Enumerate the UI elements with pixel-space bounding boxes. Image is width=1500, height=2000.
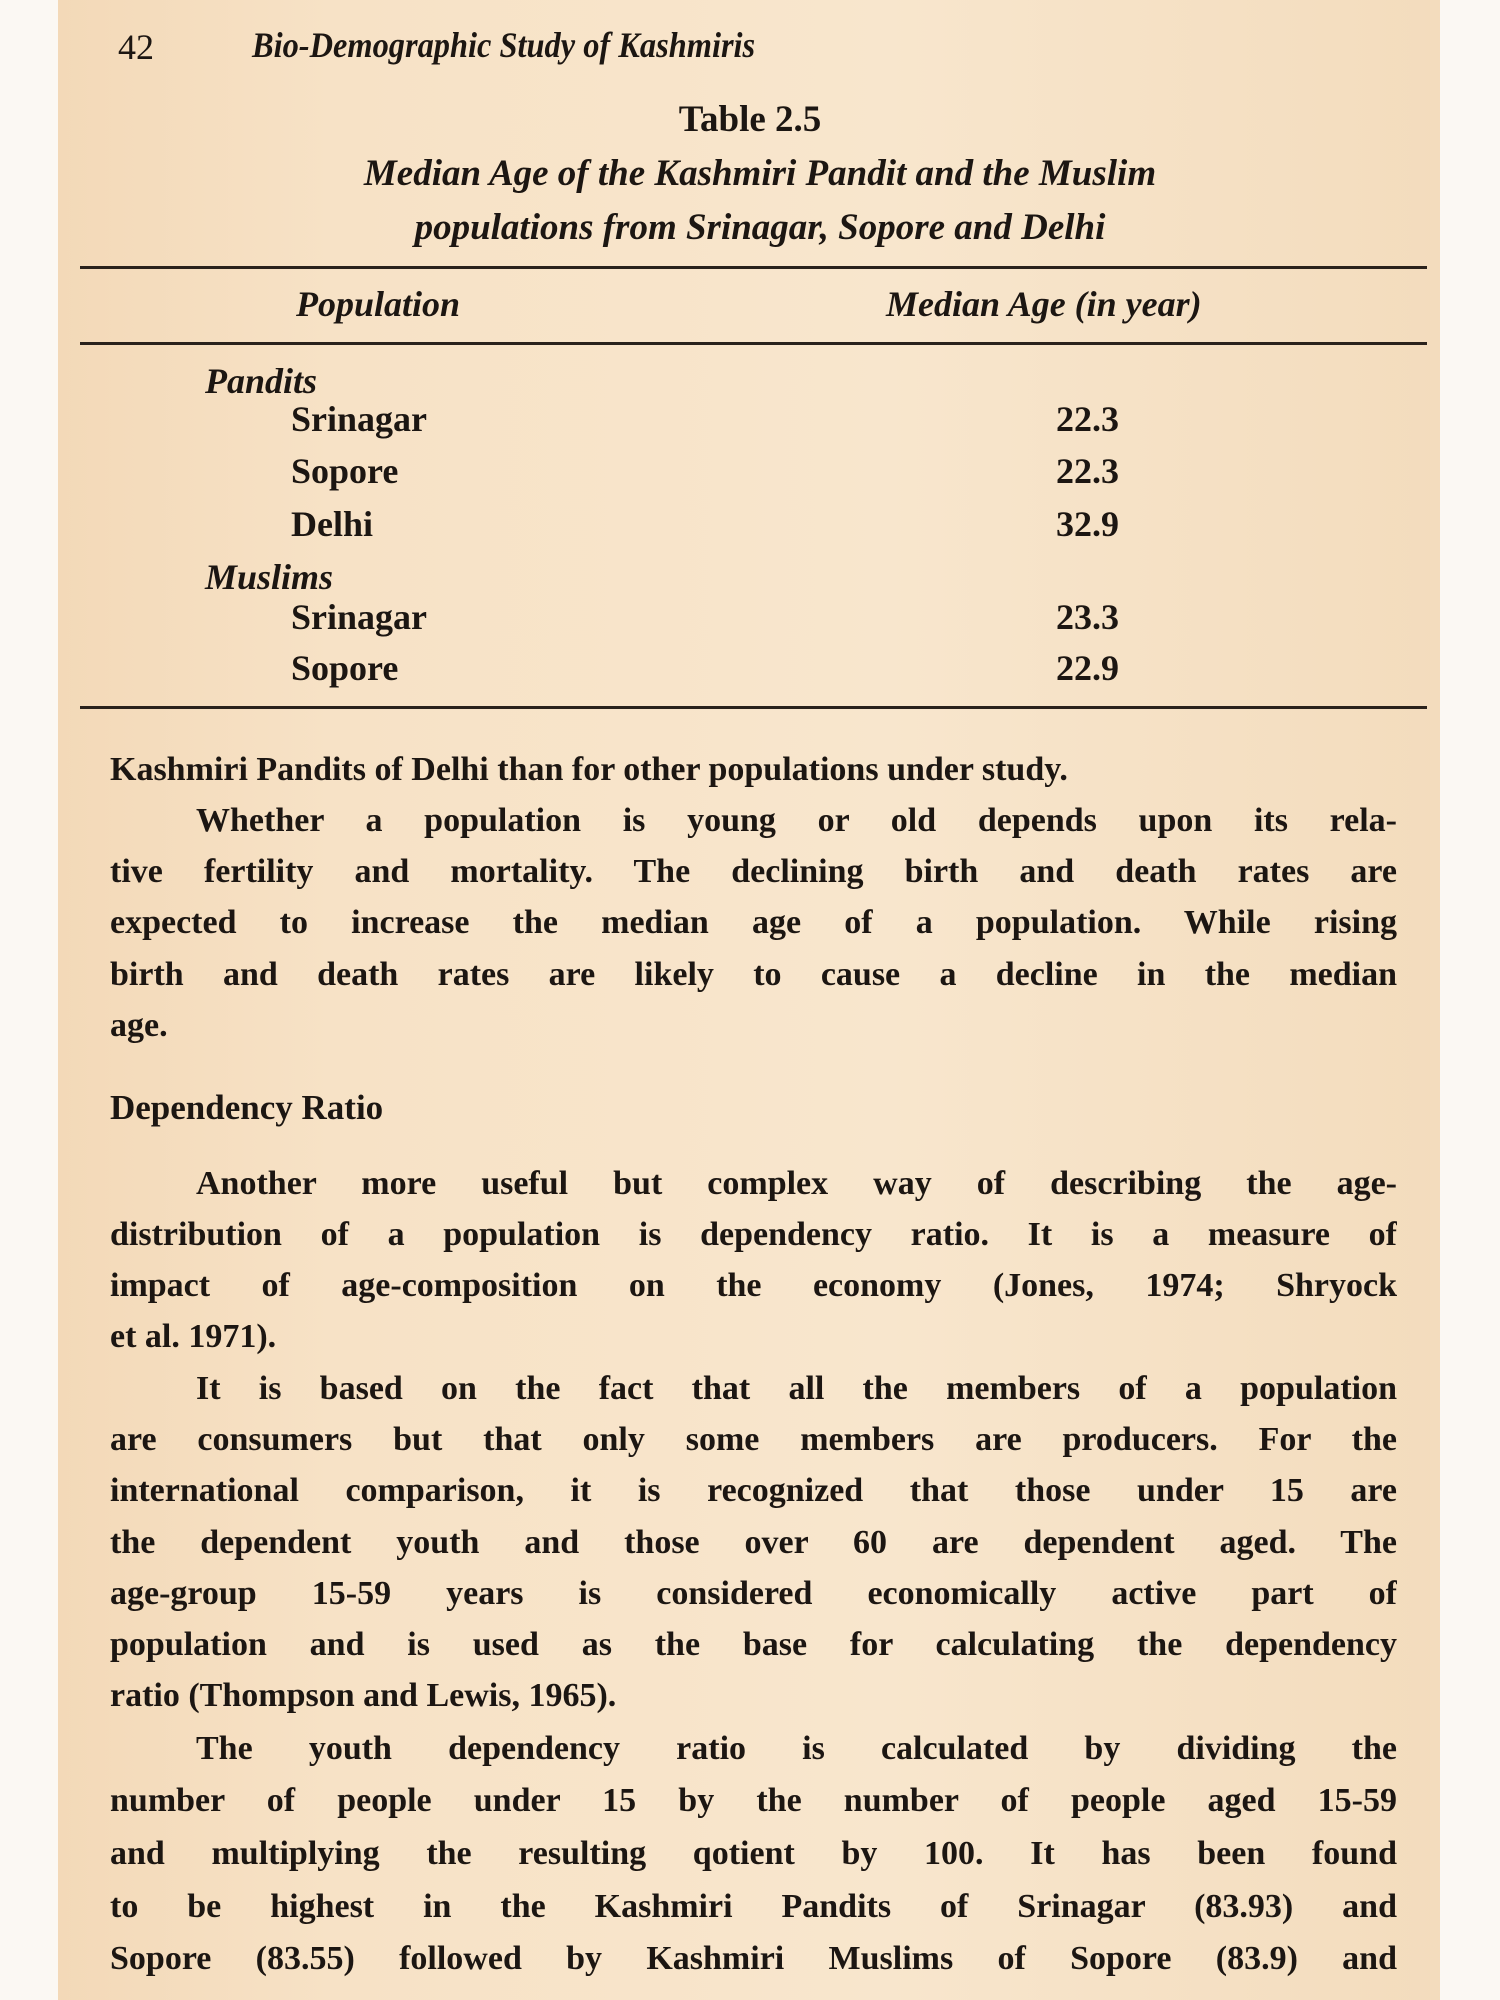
body-line: population and is used as the base for calculating the dependency — [110, 1626, 1397, 1663]
body-line: It is based on the fact that all the members of a population — [196, 1370, 1397, 1407]
body-line: distribution of a population is dependency ratio. It is a measure of — [110, 1216, 1397, 1253]
table-caption-line: Median Age of the Kashmiri Pandit and the Muslim — [363, 153, 1157, 194]
table-bottom-rule — [80, 706, 1427, 709]
row-value: 22.3 — [1056, 399, 1119, 439]
body-line: and multiplying the resulting qotient by 100. It has been found — [110, 1835, 1397, 1872]
table-header-rule — [80, 342, 1427, 345]
row-value: 22.3 — [1056, 451, 1119, 491]
body-line: age-group 15-59 years is considered economically active part of — [110, 1575, 1397, 1612]
running-title: Bio-Demographic Study of Kashmiris — [252, 25, 756, 65]
row-place: Srinagar — [291, 399, 428, 439]
table-title: Table 2.5 — [678, 99, 822, 140]
row-place: Delhi — [291, 504, 374, 544]
column-header-median-age: Median Age (in year) — [886, 284, 1202, 324]
body-line: et al. 1971). — [110, 1318, 277, 1355]
body-line: birth and death rates are likely to cause a decline in the median — [110, 956, 1397, 993]
row-place: Srinagar — [291, 597, 428, 637]
body-line: Another more useful but complex way of describing the age- — [196, 1165, 1397, 1202]
row-place: Sopore — [291, 451, 399, 491]
body-line: Kashmiri Pandits of Delhi than for other populations under study. — [110, 751, 1068, 788]
body-line: international comparison, it is recognized that those under 15 are — [110, 1472, 1397, 1509]
page-number: 42 — [118, 27, 154, 67]
row-value: 23.3 — [1056, 597, 1119, 637]
body-line: the dependent youth and those over 60 are dependent aged. The — [110, 1524, 1397, 1561]
column-header-population: Population — [296, 284, 461, 324]
body-line: impact of age-composition on the economy (Jones, 1974; Shryock — [110, 1267, 1397, 1304]
body-line: ratio (Thompson and Lewis, 1965). — [110, 1677, 617, 1714]
group-label-pandits: Pandits — [205, 361, 318, 401]
row-place: Sopore — [291, 648, 399, 688]
body-line: expected to increase the median age of a population. While rising — [110, 904, 1397, 941]
table-caption-line: populations from Srinagar, Sopore and Delhi — [414, 207, 1106, 248]
body-line: number of people under 15 by the number of people aged 15-59 — [110, 1782, 1397, 1819]
body-line: age. — [110, 1007, 168, 1044]
body-line: The youth dependency ratio is calculated by dividing the — [196, 1730, 1397, 1767]
body-line: Whether a population is young or old depends upon its rela- — [196, 802, 1397, 839]
section-heading: Dependency Ratio — [110, 1088, 384, 1127]
table-top-rule — [80, 266, 1427, 269]
body-line: Sopore (83.55) followed by Kashmiri Muslims of Sopore (83.9) and — [110, 1940, 1397, 1977]
body-line: are consumers but that only some members are producers. For the — [110, 1421, 1397, 1458]
body-line: to be highest in the Kashmiri Pandits of Srinagar (83.93) and — [110, 1888, 1397, 1925]
row-value: 32.9 — [1056, 504, 1119, 544]
body-line: tive fertility and mortality. The declining birth and death rates are — [110, 853, 1397, 890]
group-label-muslims: Muslims — [205, 557, 334, 597]
row-value: 22.9 — [1056, 648, 1119, 688]
